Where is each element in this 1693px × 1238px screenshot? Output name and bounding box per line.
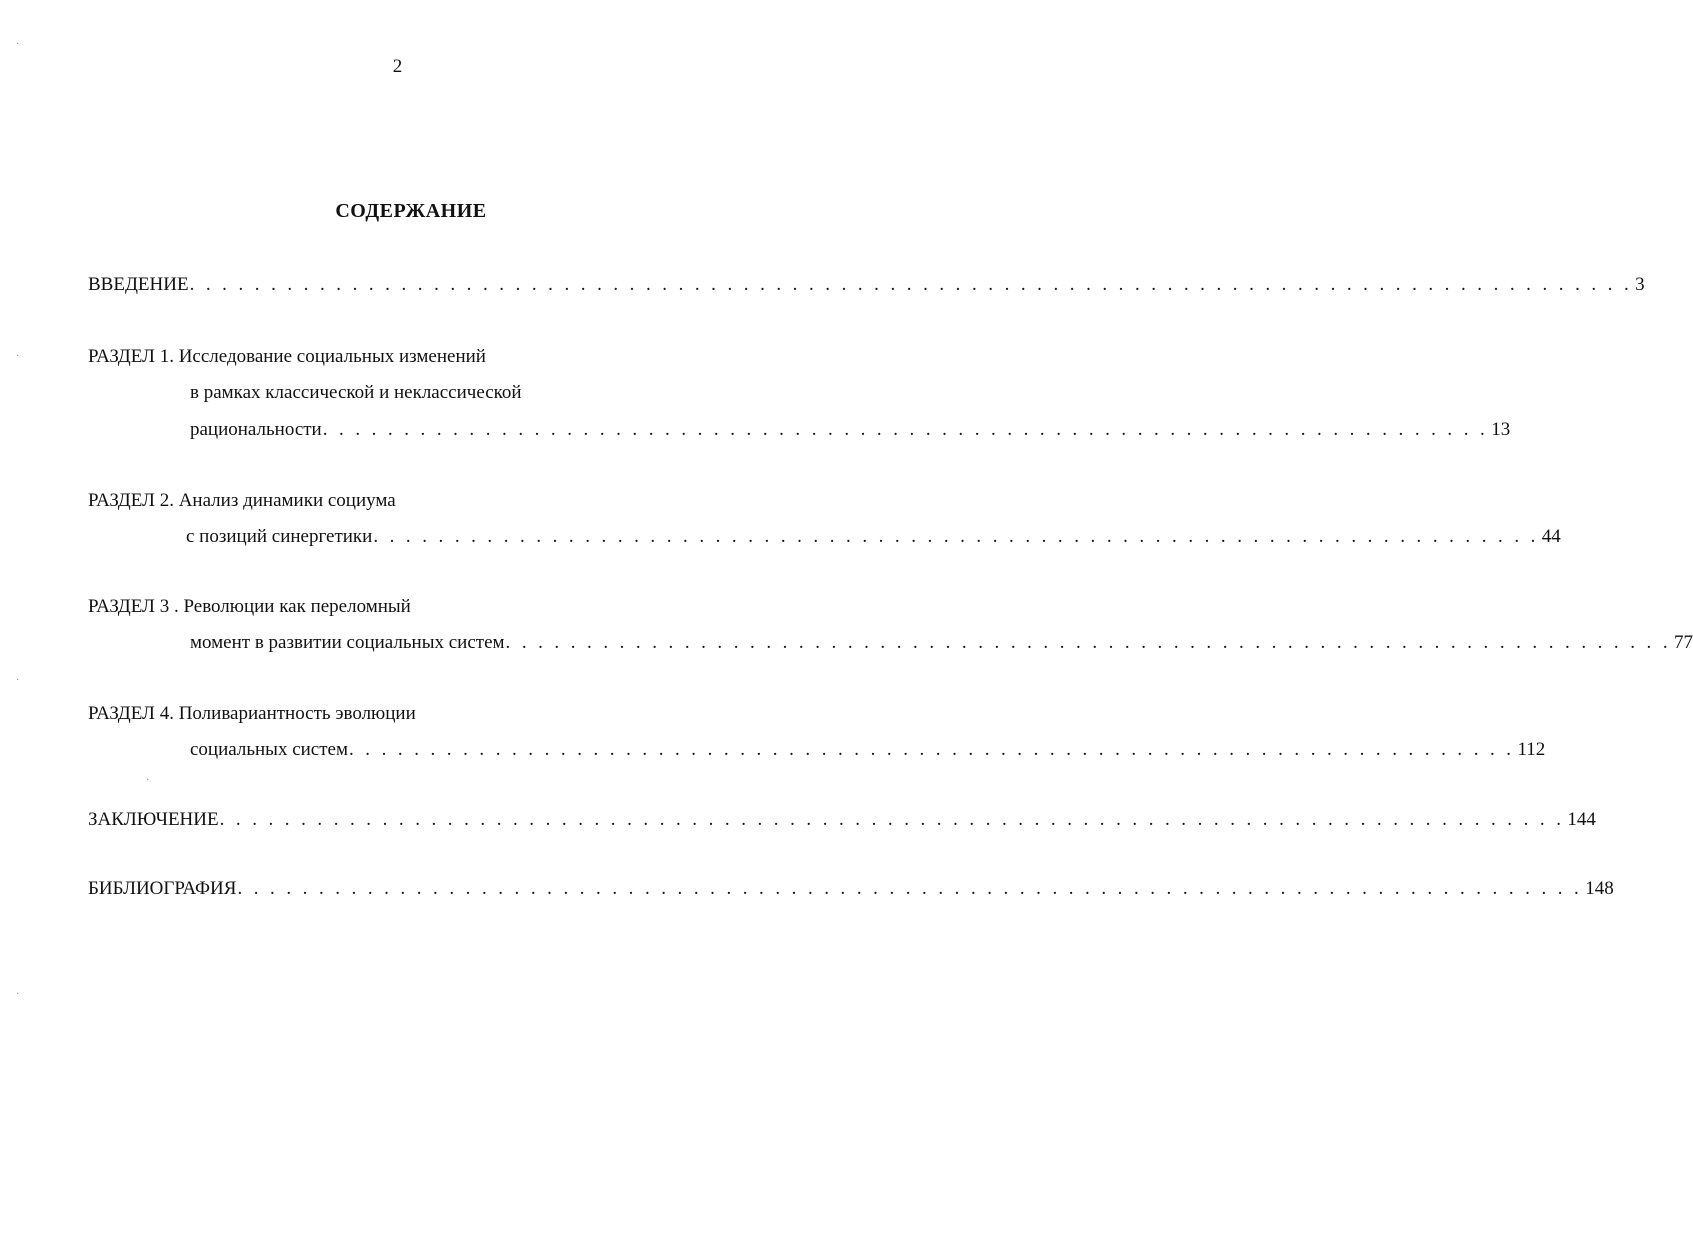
toc-entry-label: социальных систем	[190, 739, 348, 760]
toc-entry-label: с позиций синергетики	[186, 526, 373, 547]
dot-leader: . . . . . . . . . . . . . . . . . . . . . . . . . . . . . . . . . . . . . . . . . . . . . . . . . . . . . . . . . . . . . . . . . . . . . . . .	[373, 526, 1539, 547]
dot-leader: . . . . . . . . . . . . . . . . . . . . . . . . . . . . . . . . . . . . . . . . . . . . . . . . . . . . . . . . . . . . . . . . . . . . . . . .	[349, 739, 1515, 760]
toc-entry-conclusion	[88, 808, 1596, 832]
scan-speck: ·	[16, 675, 20, 686]
toc-entry-section1	[190, 418, 1511, 442]
toc-entry-section2	[186, 525, 1561, 549]
toc-entry-page: 3	[1635, 274, 1645, 295]
scan-speck: ·	[16, 39, 20, 50]
scan-speck: ·	[16, 351, 20, 362]
section2-title-line1: РАЗДЕЛ 2. Анализ динамики социума	[88, 490, 396, 511]
scan-speck: ·	[16, 989, 20, 1000]
section1-title-line1: РАЗДЕЛ 1. Исследование социальных изменений	[88, 346, 486, 367]
toc-entry-label: рациональности	[190, 419, 322, 440]
toc-entry-page: 13	[1491, 419, 1511, 440]
toc-entry-label: момент в развитии социальных систем	[190, 632, 505, 653]
toc-entry-intro	[88, 273, 1645, 297]
section1-title-line2: в рамках классической и неклассической	[190, 382, 522, 403]
page-number: 2	[392, 56, 403, 77]
scan-speck: ·	[146, 775, 150, 786]
toc-entry-page: 144	[1567, 809, 1596, 830]
toc-entry-label: ВВЕДЕНИЕ	[88, 274, 189, 295]
section3-title-line1: РАЗДЕЛ 3 . Революции как переломный	[88, 596, 411, 617]
dot-leader: . . . . . . . . . . . . . . . . . . . . . . . . . . . . . . . . . . . . . . . . . . . . . . . . . . . . . . . . . . . . . . . . . . . . . . . .	[322, 419, 1489, 440]
toc-entry-section4	[190, 738, 1546, 762]
toc-entry-page: 77	[1673, 632, 1693, 653]
toc-entry-page: 148	[1585, 878, 1614, 899]
toc-entry-section3	[190, 631, 1693, 655]
toc-heading: СОДЕРЖАНИЕ	[335, 200, 487, 222]
toc-entry-label: БИБЛИОГРАФИЯ	[88, 878, 237, 899]
dot-leader: . . . . . . . . . . . . . . . . . . . . . . . . . . . . . . . . . . . . . . . . . . . . . . . . . . . . . . . . . . . . . . . . . . . . . . . . . . . . . . . . . . . . . . . . .	[189, 274, 1633, 295]
section4-title-line1: РАЗДЕЛ 4. Поливариантность эволюции	[88, 703, 416, 724]
toc-entry-bibliography	[88, 877, 1614, 901]
toc-entry-page: 44	[1541, 526, 1561, 547]
dot-leader: . . . . . . . . . . . . . . . . . . . . . . . . . . . . . . . . . . . . . . . . . . . . . . . . . . . . . . . . . . . . . . . . . . . . . . . . . . . . . . . . . . .	[237, 878, 1583, 899]
dot-leader: . . . . . . . . . . . . . . . . . . . . . . . . . . . . . . . . . . . . . . . . . . . . . . . . . . . . . . . . . . . . . . . . . . . . . . . . . . . . . . . . . . .	[219, 809, 1565, 830]
toc-entry-label: ЗАКЛЮЧЕНИЕ	[88, 809, 219, 830]
dot-leader: . . . . . . . . . . . . . . . . . . . . . . . . . . . . . . . . . . . . . . . . . . . . . . . . . . . . . . . . . . . . . . . . . . . . . . . .	[505, 632, 1671, 653]
toc-entry-page: 112	[1517, 739, 1546, 760]
